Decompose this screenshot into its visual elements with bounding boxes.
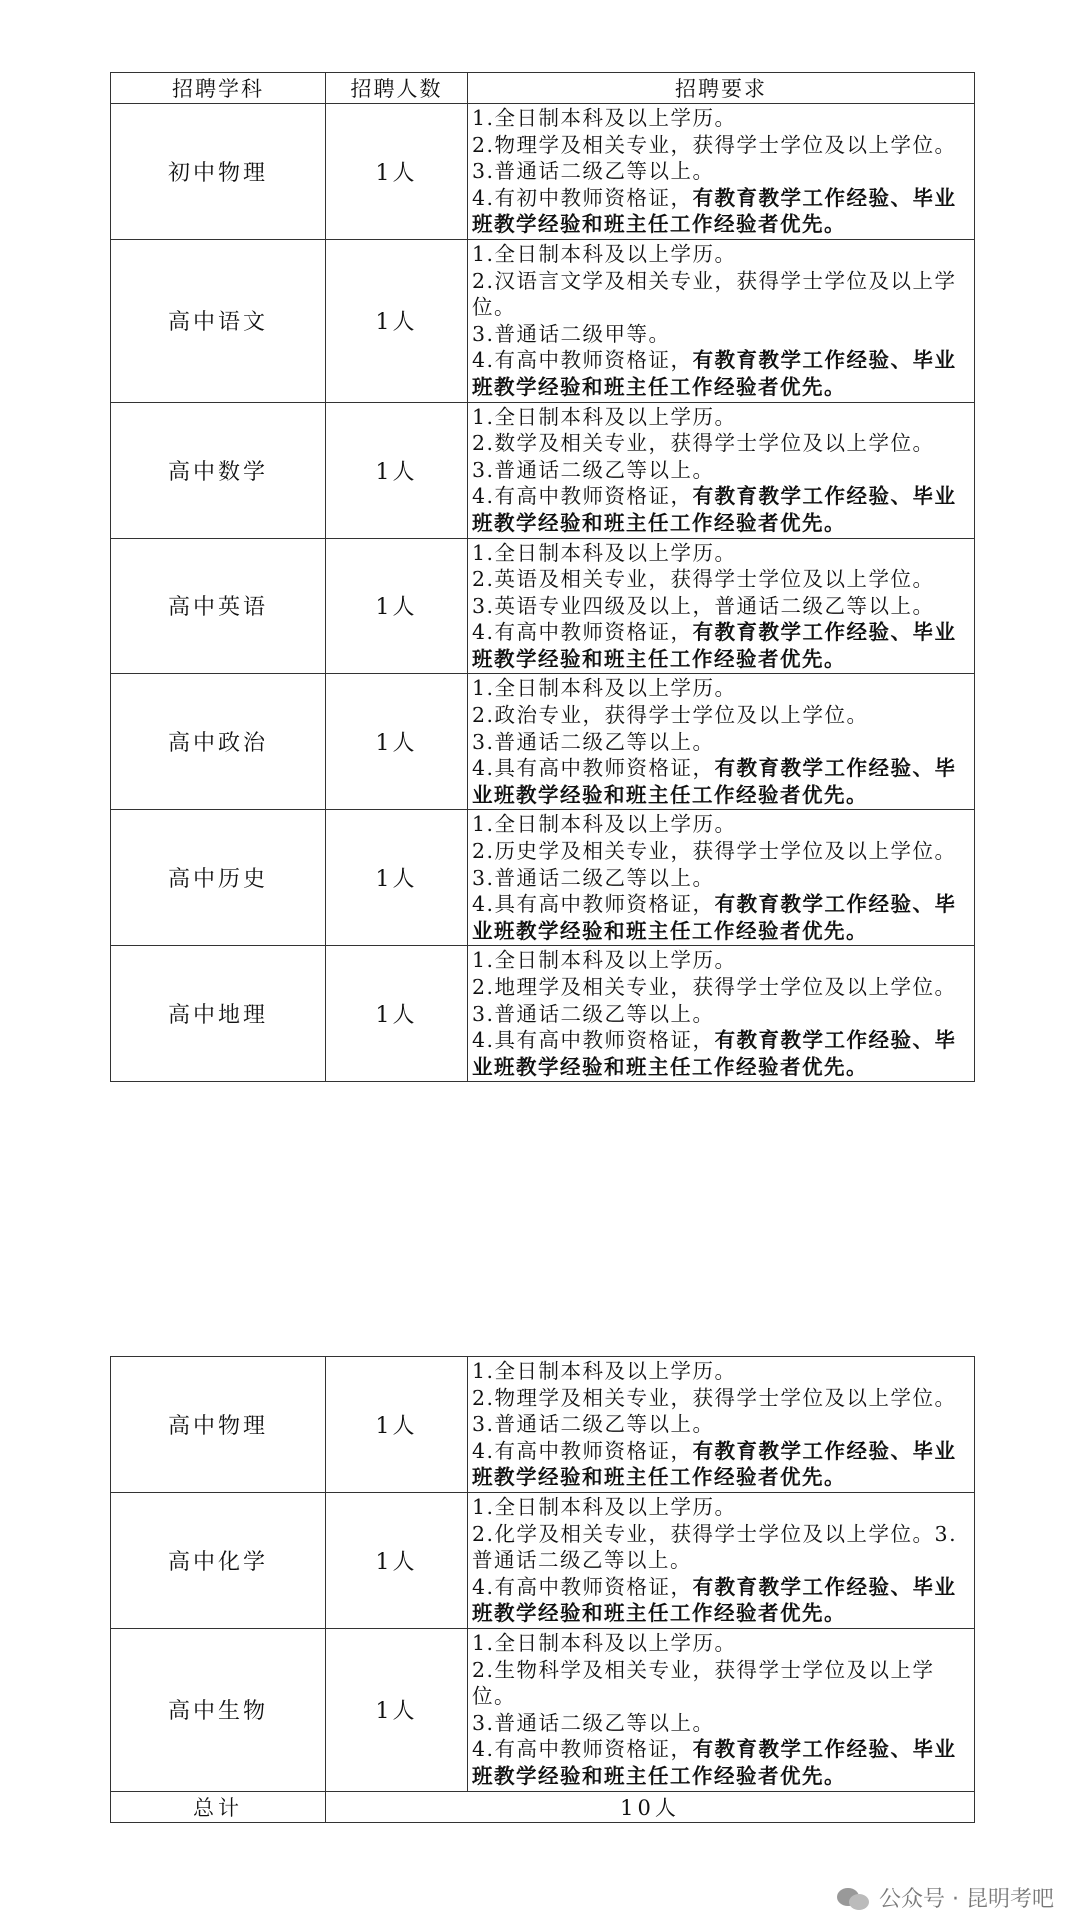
requirements-cell <box>468 1357 975 1493</box>
requirement-text: 4.具有高中教师资格证， <box>472 756 715 781</box>
header-subject: 招聘学科 <box>111 73 326 104</box>
wechat-icon <box>837 1886 871 1910</box>
table-row <box>111 239 975 402</box>
requirement-line <box>472 1438 966 1491</box>
requirement-line <box>472 430 966 457</box>
requirement-line <box>472 483 966 536</box>
requirement-text: 4.具有高中教师资格证， <box>472 892 715 917</box>
requirement-text: 2.英语及相关专业，获得学士学位及以上学位。 <box>472 567 935 592</box>
header-count: 招聘人数 <box>326 73 468 104</box>
subject-cell: 高中生物 <box>111 1628 326 1791</box>
requirement-line <box>472 1630 966 1657</box>
requirement-text: 2.历史学及相关专业，获得学士学位及以上学位。 <box>472 839 957 864</box>
count-cell: 1人 <box>326 104 468 240</box>
requirement-preference: 有教育教学工作经验、毕业班教学经验和班主任工作经验者优先。 <box>472 185 957 237</box>
requirement-text: 1.全日制本科及以上学历。 <box>472 106 737 130</box>
table-row <box>111 1492 975 1628</box>
requirements-cell <box>468 402 975 538</box>
requirement-text: 1.全日制本科及以上学历。 <box>472 241 737 266</box>
requirement-preference: 有教育教学工作经验、毕业班教学经验和班主任工作经验者优先。 <box>472 756 957 807</box>
table-row <box>111 104 975 240</box>
requirement-text: 3.普通话二级乙等以上。 <box>472 1710 715 1735</box>
count-cell: 1人 <box>326 674 468 810</box>
requirement-line <box>472 1027 966 1080</box>
requirement-line <box>472 566 966 593</box>
requirement-preference: 有教育教学工作经验、毕业班教学经验和班主任工作经验者优先。 <box>472 620 957 671</box>
requirement-line <box>472 1710 966 1737</box>
requirement-text: 4.有高中教师资格证， <box>472 1438 693 1463</box>
count-cell: 1人 <box>326 239 468 402</box>
requirement-line <box>472 268 966 321</box>
requirement-text: 2.地理学及相关专业，获得学士学位及以上学位。 <box>472 975 957 999</box>
count-cell: 1人 <box>326 1628 468 1791</box>
requirement-text: 4.具有高中教师资格证， <box>472 1028 715 1053</box>
subject-cell: 高中数学 <box>111 402 326 538</box>
requirement-line <box>472 947 966 974</box>
requirement-text: 1.全日制本科及以上学历。 <box>472 812 737 837</box>
table-row <box>111 402 975 538</box>
requirement-text: 2.数学及相关专业，获得学士学位及以上学位。 <box>472 431 935 456</box>
requirement-preference: 有教育教学工作经验、毕业班教学经验和班主任工作经验者优先。 <box>472 348 957 399</box>
requirement-text: 3.普通话二级乙等以上。 <box>472 1412 715 1437</box>
requirement-text: 3.普通话二级乙等以上。 <box>472 729 715 754</box>
requirement-line <box>472 404 966 431</box>
requirement-line <box>472 132 966 159</box>
requirements-cell <box>468 1628 975 1791</box>
requirement-text: 3.英语专业四级及以上，普通话二级乙等以上。 <box>472 593 935 618</box>
requirement-line <box>472 1657 966 1710</box>
requirements-cell <box>468 946 975 1082</box>
count-cell: 1人 <box>326 1357 468 1493</box>
requirement-line <box>472 1736 966 1789</box>
requirement-line <box>472 321 966 348</box>
table-row <box>111 946 975 1082</box>
requirement-text: 3.普通话二级乙等以上。 <box>472 1001 715 1026</box>
count-cell: 1人 <box>326 810 468 946</box>
requirement-line <box>472 1411 966 1438</box>
requirement-line <box>472 540 966 567</box>
requirement-text: 2.汉语言文学及相关专业，获得学士学位及以上学位。 <box>472 268 957 320</box>
subject-cell: 初中物理 <box>111 104 326 240</box>
requirement-preference: 有教育教学工作经验、毕业班教学经验和班主任工作经验者优先。 <box>472 1028 957 1079</box>
requirements-cell <box>468 104 975 240</box>
count-cell: 1人 <box>326 538 468 674</box>
requirement-text: 3.普通话二级甲等。 <box>472 321 671 346</box>
table-row <box>111 1357 975 1493</box>
requirement-line <box>472 729 966 756</box>
requirement-line <box>472 185 966 238</box>
requirement-line <box>472 838 966 865</box>
requirement-line <box>472 593 966 620</box>
requirements-cell <box>468 1492 975 1628</box>
requirement-text: 1.全日制本科及以上学历。 <box>472 948 737 973</box>
requirement-preference: 有教育教学工作经验、毕业班教学经验和班主任工作经验者优先。 <box>472 1737 957 1788</box>
subject-cell: 高中语文 <box>111 239 326 402</box>
requirement-text: 4.有高中教师资格证， <box>472 484 693 509</box>
table-row <box>111 1628 975 1791</box>
requirement-line <box>472 1521 966 1574</box>
recruitment-table-continued <box>110 1356 975 1823</box>
requirement-line <box>472 619 966 672</box>
requirement-text: 4.有高中教师资格证， <box>472 1574 693 1599</box>
header-requirements: 招聘要求 <box>468 73 975 104</box>
requirement-text: 3.普通话二级乙等以上。 <box>472 865 715 890</box>
subject-cell: 高中物理 <box>111 1357 326 1493</box>
requirement-text: 4.有初中教师资格证， <box>472 185 693 210</box>
requirement-text: 1.全日制本科及以上学历。 <box>472 404 737 429</box>
requirement-line <box>472 755 966 808</box>
table-row <box>111 674 975 810</box>
requirement-line <box>472 811 966 838</box>
subject-cell: 高中历史 <box>111 810 326 946</box>
subject-cell: 高中化学 <box>111 1492 326 1628</box>
table-header-row <box>111 73 975 104</box>
requirement-text: 1.全日制本科及以上学历。 <box>472 676 737 701</box>
requirement-line <box>472 105 966 132</box>
requirement-text: 4.有高中教师资格证， <box>472 620 693 645</box>
requirement-preference: 有教育教学工作经验、毕业班教学经验和班主任工作经验者优先。 <box>472 892 957 943</box>
requirement-text: 2.政治专业，获得学士学位及以上学位。 <box>472 703 869 728</box>
requirement-preference: 有教育教学工作经验、毕业班教学经验和班主任工作经验者优先。 <box>472 1574 957 1626</box>
requirement-text: 2.物理学及相关专业，获得学士学位及以上学位。 <box>472 132 957 157</box>
count-cell: 1人 <box>326 946 468 1082</box>
requirement-preference: 有教育教学工作经验、毕业班教学经验和班主任工作经验者优先。 <box>472 1438 957 1490</box>
requirement-text: 2.生物科学及相关专业，获得学士学位及以上学位。 <box>472 1657 935 1709</box>
requirement-text: 1.全日制本科及以上学历。 <box>472 1359 737 1383</box>
requirement-line <box>472 1358 966 1385</box>
total-row <box>111 1791 975 1822</box>
count-cell: 1人 <box>326 1492 468 1628</box>
requirement-text: 1.全日制本科及以上学历。 <box>472 1494 737 1519</box>
requirements-cell <box>468 674 975 810</box>
requirement-line <box>472 158 966 185</box>
subject-cell: 高中政治 <box>111 674 326 810</box>
requirement-line <box>472 1001 966 1028</box>
table-row <box>111 810 975 946</box>
requirement-text: 4.有高中教师资格证， <box>472 348 693 373</box>
subject-cell: 高中英语 <box>111 538 326 674</box>
requirement-line <box>472 865 966 892</box>
requirement-line <box>472 702 966 729</box>
requirement-line <box>472 675 966 702</box>
requirement-text: 2.化学及相关专业，获得学士学位及以上学位。3.普通话二级乙等以上。 <box>472 1521 958 1573</box>
requirements-cell <box>468 239 975 402</box>
requirement-line <box>472 974 966 1001</box>
requirement-line <box>472 1385 966 1412</box>
count-cell: 1人 <box>326 402 468 538</box>
requirement-line <box>472 1574 966 1627</box>
requirement-line <box>472 1494 966 1521</box>
requirement-text: 3.普通话二级乙等以上。 <box>472 159 715 184</box>
requirement-line <box>472 347 966 400</box>
requirements-cell <box>468 810 975 946</box>
watermark <box>837 1882 1054 1913</box>
requirement-text: 1.全日制本科及以上学历。 <box>472 1630 737 1655</box>
total-value: 10人 <box>326 1791 975 1822</box>
requirement-line <box>472 241 966 268</box>
requirement-text: 2.物理学及相关专业，获得学士学位及以上学位。 <box>472 1385 957 1410</box>
recruitment-table <box>110 72 975 1082</box>
requirement-line <box>472 891 966 944</box>
requirement-text: 1.全日制本科及以上学历。 <box>472 540 737 565</box>
table-row <box>111 538 975 674</box>
watermark-text: 公众号 · 昆明考吧 <box>879 1887 1054 1912</box>
requirement-preference: 有教育教学工作经验、毕业班教学经验和班主任工作经验者优先。 <box>472 484 957 535</box>
requirements-cell <box>468 538 975 674</box>
total-label: 总计 <box>111 1791 326 1822</box>
requirement-text: 4.有高中教师资格证， <box>472 1737 693 1762</box>
subject-cell: 高中地理 <box>111 946 326 1082</box>
requirement-text: 3.普通话二级乙等以上。 <box>472 457 715 482</box>
requirement-line <box>472 457 966 484</box>
